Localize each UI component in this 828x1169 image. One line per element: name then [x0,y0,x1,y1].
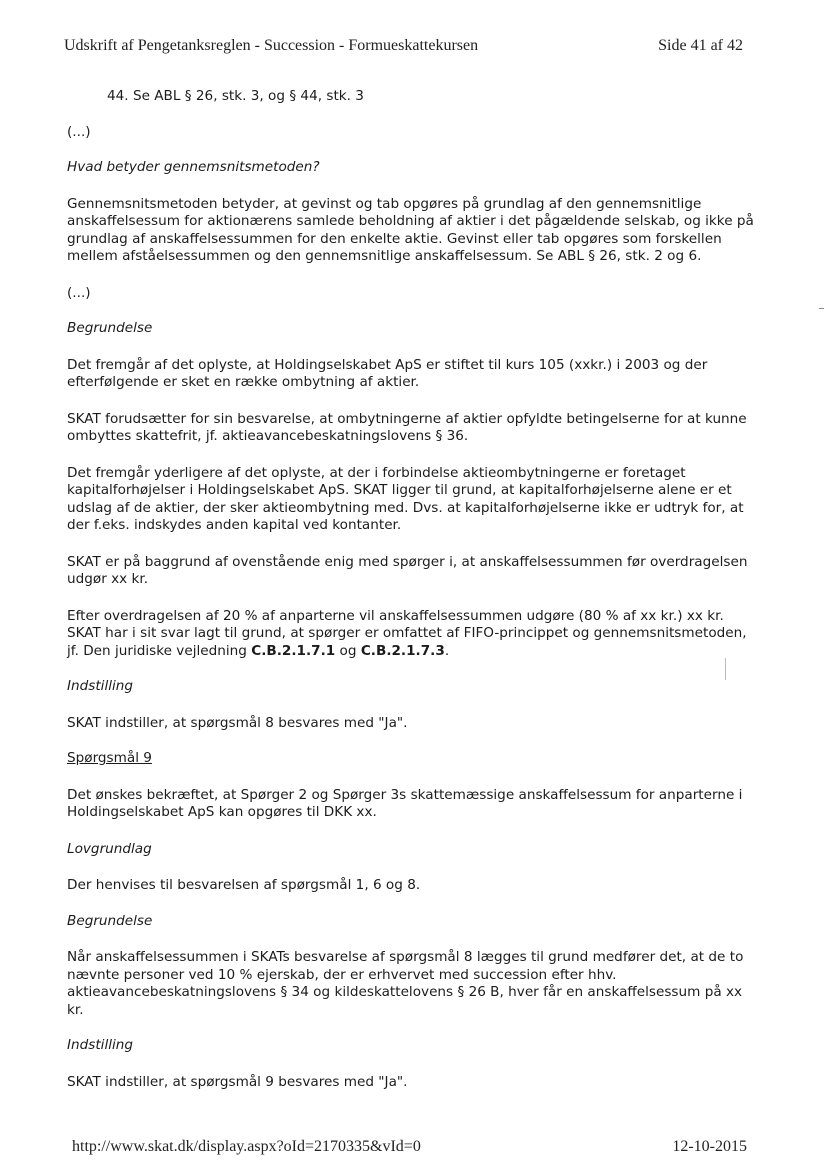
paragraph-lovgrundlag: Der henvises til besvarelsen af spørgsmål 1, 6 og 8. [67,877,421,893]
heading-begrundelse: Begrundelse [67,912,153,929]
ellipsis: (...) [67,284,91,301]
scan-artifact [725,658,726,680]
footer-url[interactable]: http://www.skat.dk/display.aspx?oId=2170335&vId=0 [72,1138,421,1155]
paragraph-begrundelse-2: SKAT forudsætter for sin besvarelse, at ombytningerne af aktier opfyldte betingelserne for at kunne ombyttes skattefrit, jf. aktieavancebeskatningslovens § 36. [67,410,747,444]
header-page-number: Side 41 af 42 [658,37,743,54]
document-body [67,88,757,1091]
paragraph-indstilling-8: SKAT indstiller, at spørgsmål 8 besvares med "Ja". [67,714,408,731]
paragraph-question-9: Det ønskes bekræftet, at Spørger 2 og Spørger 3s skattemæssige anskaffelsessum for anparterne i Holdingselskabet ApS kan opgøres til DKK xx. [67,786,743,820]
ellipsis: (...) [67,123,91,140]
paragraph-text: Efter overdragelsen af 20 % af anparterne vil anskaffelsessummen udgøre (80 % af xx kr.) xx kr. SKAT har i sit svar lagt til grund, at spørger er omfattet af FIFO-princippet og gennemsnitsmetoden, jf. Den juridiske vejledning [67,607,747,659]
heading-indstilling: Indstilling [67,678,134,694]
header-title: Udskrift af Pengetanksreglen - Succession - Formueskattekursen [64,37,479,54]
paragraph-text: og [335,642,361,659]
reference-link[interactable]: C.B.2.1.7.3 [360,642,445,659]
paragraph-indstilling-9: SKAT indstiller, at spørgsmål 9 besvares med "Ja". [67,1073,408,1090]
heading-begrundelse: Begrundelse [67,320,153,336]
paragraph-begrundelse-q9: Når anskaffelsessummen i SKATs besvarelse af spørgsmål 8 lægges til grund medfører det, at de to nævnte personer ved 10 % ejerskab, der er erhvervet med succession efter hhv. aktieavancebeskatningslovens § 34 og kildeskattelovens § 26 B, hver får en anskaffelsessum på xx kr. [67,949,744,1018]
paragraph-begrundelse-4: SKAT er på baggrund af ovenstående enig med spørger i, at anskaffelsessummen før overdragelsen udgør xx kr. [67,553,748,587]
heading-indstilling: Indstilling [67,1037,134,1053]
paragraph-begrundelse-1: Det fremgår af det oplyste, at Holdingselskabet ApS er stiftet til kurs 105 (xxkr.) i 2003 og der efterfølgende er sket en række ombytning af aktier. [67,356,708,390]
footnote-44: 44. Se ABL § 26, stk. 3, og § 44, stk. 3 [107,88,364,104]
scan-artifact [819,308,824,309]
heading-gennemsnitsmetoden: Hvad betyder gennemsnitsmetoden? [67,159,320,175]
footer-date: 12-10-2015 [672,1138,747,1155]
paragraph-text: . [444,642,450,659]
paragraph-begrundelse-3: Det fremgår yderligere af det oplyste, at der i forbindelse aktieombytningerne er foretaget kapitalforhøjelser i Holdingselskabet ApS. SKAT ligger til grund, at kapitalforhøjelserne alene er et udslag af de aktier, der sker aktieombytning med. Dvs. at kapitalforhøjelserne ikke er udtryk for, at der f.eks. indskydes anden kapital ved kontanter. [67,464,744,533]
paragraph-gennemsnitsmetoden: Gennemsnitsmetoden betyder, at gevinst og tab opgøres på grundlag af den gennemsnitlige anskaffelsessum for aktionærens samlede beholdning af aktier i det pågældende selskab, og ikke på grundlag af anskaffelsessummen for den enkelte aktie. Gevinst eller tab opgøres som forskellen mellem afståelsessummen og den gennemsnitlige anskaffelsessum. Se ABL § 26, stk. 2 og 6. [67,195,754,264]
reference-link[interactable]: C.B.2.1.7.1 [251,642,336,659]
heading-question-9: Spørgsmål 9 [67,750,152,766]
paragraph-begrundelse-5 [67,608,757,661]
heading-lovgrundlag: Lovgrundlag [67,840,152,857]
